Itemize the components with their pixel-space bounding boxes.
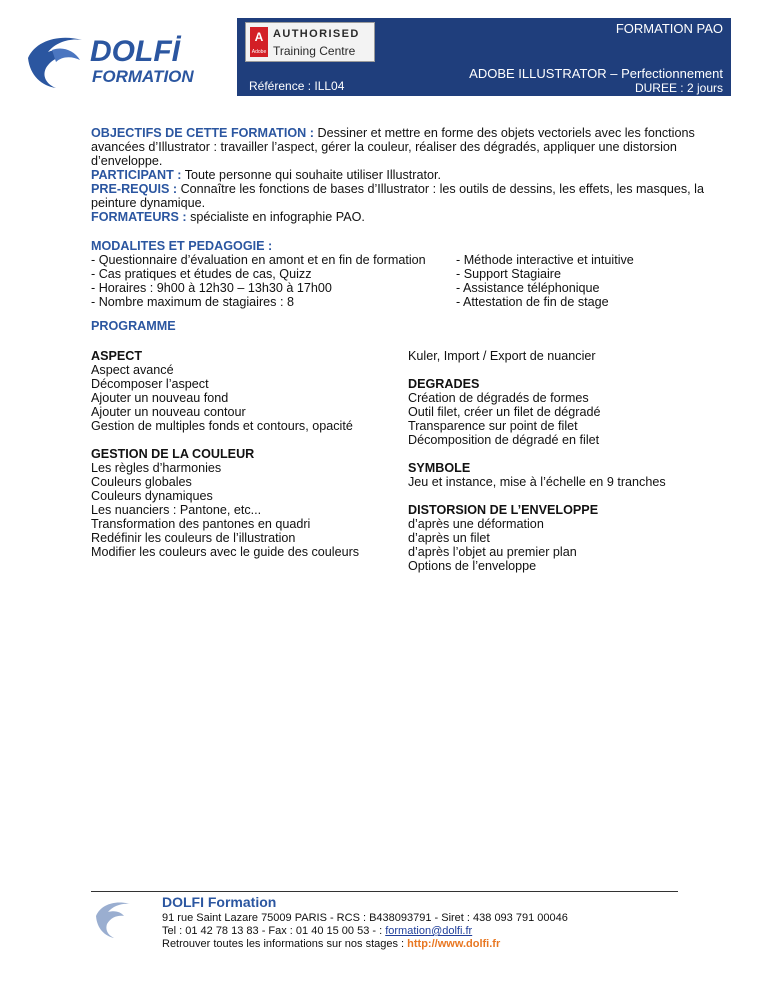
section-title: GESTION DE LA COULEUR	[91, 447, 255, 461]
section-title: DEGRADES	[408, 377, 480, 391]
list-item: - Méthode interactive et intuitive	[456, 253, 634, 267]
list-item: Kuler, Import / Export de nuancier	[408, 349, 596, 363]
modalites-title: MODALITES ET PEDAGOGIE :	[91, 239, 273, 253]
section-title: ASPECT	[91, 349, 143, 363]
main-content	[91, 126, 721, 573]
list-item: Gestion de multiples fonds et contours, opacité	[91, 419, 353, 433]
footer-url-link[interactable]: http://www.dolfi.fr	[407, 938, 501, 950]
footer-web-prefix: Retrouver toutes les informations sur nos stages :	[162, 938, 408, 950]
modalites-section	[91, 239, 721, 309]
section-symbole	[408, 461, 708, 489]
logo-text-top: DOLFİ	[90, 35, 180, 68]
objectifs-paragraph	[91, 126, 721, 168]
list-item: - Questionnaire d’évaluation en amont et en fin de formation	[91, 253, 426, 267]
dolfi-logo	[22, 28, 222, 92]
list-item: Aspect avancé	[91, 363, 174, 377]
footer-company: DOLFI Formation	[162, 894, 277, 910]
prerequis-paragraph	[91, 182, 721, 210]
list-item: - Support Stagiaire	[456, 267, 562, 281]
list-item: Options de l’enveloppe	[408, 559, 537, 573]
authorised-training-badge	[245, 22, 375, 62]
formateurs-label: FORMATEURS :	[91, 210, 187, 224]
adobe-label: Adobe	[251, 49, 267, 55]
footer-address: 91 rue Saint Lazare 75009 PARIS - RCS : B438093791 - Siret : 438 093 791 00046	[162, 912, 568, 924]
objectifs-label: OBJECTIFS DE CETTE FORMATION :	[91, 126, 314, 140]
participant-paragraph	[91, 168, 721, 182]
modalites-right-list	[456, 253, 696, 309]
footer-contact-sep: :	[379, 925, 386, 937]
list-item: Outil filet, créer un filet de dégradé	[408, 405, 601, 419]
list-item: Ajouter un nouveau fond	[91, 391, 229, 405]
list-item: Transformation des pantones en quadri	[91, 517, 311, 531]
programme-left-column	[91, 349, 391, 573]
modalites-left-list	[91, 253, 461, 309]
logo-text-bottom: FORMATION	[92, 67, 194, 86]
list-item: Jeu et instance, mise à l’échelle en 9 tranches	[408, 475, 666, 489]
participant-text: Toute personne qui souhaite utiliser Illustrator.	[181, 168, 441, 182]
list-item: - Cas pratiques et études de cas, Quizz	[91, 267, 312, 281]
section-degrades	[408, 377, 708, 447]
footer-contact	[162, 925, 472, 938]
footer-web	[162, 938, 500, 951]
objectifs-text: Dessiner et mettre en forme des objets vectoriels avec les fonctions avancées d’Illustrator : travailler l’aspect, gérer la couleur, réaliser des dégradés, appliquer une distorsion d’enveloppe.	[91, 126, 695, 168]
list-item: Modifier les couleurs avec le guide des couleurs	[91, 545, 360, 559]
list-item: Création de dégradés de formes	[408, 391, 589, 405]
prerequis-text: Connaître les fonctions de bases d’Illustrator : les outils de dessins, les effets, les masques, la peinture dynamique.	[91, 182, 704, 210]
list-item: d’après une déformation	[408, 517, 544, 531]
list-item: Décomposition de dégradé en filet	[408, 433, 600, 447]
footer-email-link[interactable]: formation@dolfi.fr	[385, 925, 473, 937]
section-kuler	[408, 349, 708, 363]
list-item: Couleurs globales	[91, 475, 192, 489]
prerequis-label: PRE-REQUIS :	[91, 182, 178, 196]
list-item: d’après l’objet au premier plan	[408, 545, 577, 559]
header-reference: Référence : ILL04	[249, 79, 345, 93]
list-item: - Assistance téléphonique	[456, 281, 600, 295]
programme-right-column	[408, 349, 708, 587]
list-item: - Nombre maximum de stagiaires : 8	[91, 295, 294, 309]
header-band	[237, 18, 731, 96]
list-item: - Attestation de fin de stage	[456, 295, 609, 309]
footer-dolphin-icon	[92, 898, 136, 940]
programme-title: PROGRAMME	[91, 319, 176, 333]
list-item: Ajouter un nouveau contour	[91, 405, 246, 419]
list-item: - Horaires : 9h00 à 12h30 – 13h30 à 17h00	[91, 281, 332, 295]
header-course-title: ADOBE ILLUSTRATOR – Perfectionnement	[469, 66, 723, 81]
dolphin-logo-icon	[22, 28, 222, 92]
list-item: Redéfinir les couleurs de l’illustration	[91, 531, 296, 545]
section-couleur	[91, 447, 391, 559]
section-distorsion	[408, 503, 708, 573]
footer-contact-phones: Tel : 01 42 78 13 83 - Fax : 01 40 15 00 53 -	[162, 925, 380, 937]
formateurs-text: spécialiste en infographie PAO.	[186, 210, 365, 224]
list-item: Les nuanciers : Pantone, etc...	[91, 503, 262, 517]
list-item: Décomposer l’aspect	[91, 377, 209, 391]
adobe-logo-icon: A Adobe	[250, 27, 268, 57]
header-duration: DUREE : 2 jours	[634, 81, 723, 95]
list-item: Couleurs dynamiques	[91, 489, 213, 503]
section-title: SYMBOLE	[408, 461, 471, 475]
section-title: DISTORSION DE L’ENVELOPPE	[408, 503, 599, 517]
list-item: d’après un filet	[408, 531, 490, 545]
list-item: Transparence sur point de filet	[408, 419, 578, 433]
footer-divider	[91, 891, 678, 892]
section-aspect	[91, 349, 391, 433]
header-category: FORMATION PAO	[615, 21, 723, 36]
badge-line-2: Training Centre	[273, 44, 356, 58]
participant-label: PARTICIPANT :	[91, 168, 182, 182]
badge-line-1: AUTHORISED	[273, 28, 360, 40]
list-item: Les règles d’harmonies	[91, 461, 222, 475]
formateurs-paragraph	[91, 210, 721, 224]
